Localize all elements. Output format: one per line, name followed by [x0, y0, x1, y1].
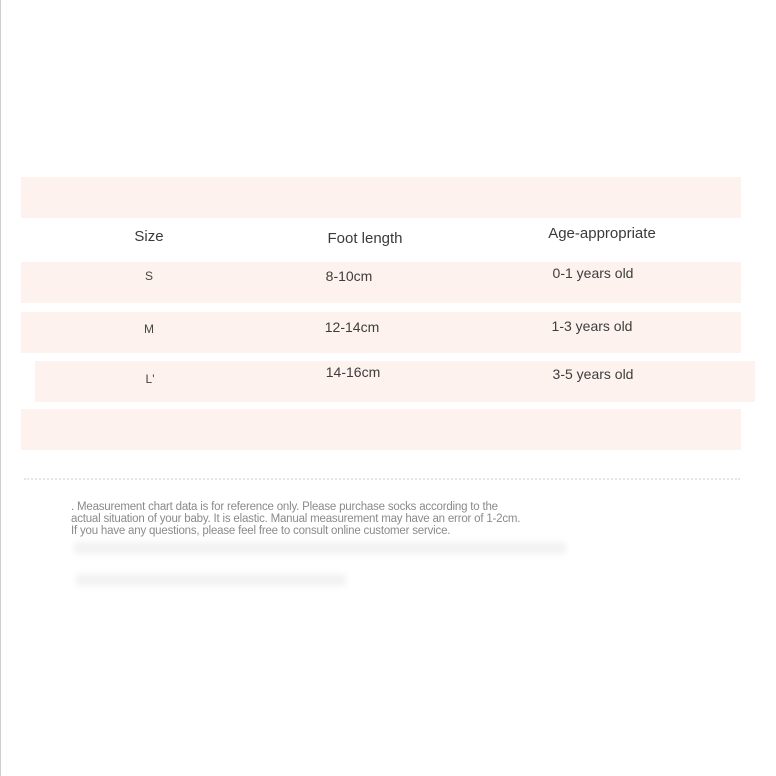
row-age: 0-1 years old — [552, 265, 634, 281]
header-foot-length: Foot length — [327, 230, 403, 247]
row-foot-length: 12-14cm — [324, 319, 380, 335]
faint-smudge — [76, 574, 346, 586]
row-age: 3-5 years old — [552, 366, 634, 382]
bottom-band — [21, 409, 741, 450]
note-line-1: . Measurement chart data is for reference only. Please purchase socks according to the — [71, 501, 498, 513]
row-size: M — [144, 322, 154, 336]
row-age: 1-3 years old — [551, 318, 633, 334]
row-size: L' — [145, 372, 155, 386]
row-size: S — [144, 269, 154, 283]
row-foot-length: 14-16cm — [325, 364, 381, 380]
top-band — [21, 177, 741, 218]
dotted-divider — [24, 478, 740, 480]
note-line-3: If you have any questions, please feel free to consult online customer service. — [71, 525, 451, 537]
left-border-line — [0, 0, 1, 776]
measurement-note — [71, 501, 591, 537]
faint-smudge — [74, 542, 566, 554]
row-band — [21, 312, 741, 353]
note-line-2: actual situation of your baby. It is elastic. Manual measurement may have an error of 1-2cm. — [71, 513, 521, 525]
header-age: Age-appropriate — [548, 225, 656, 242]
row-foot-length: 8-10cm — [325, 268, 373, 284]
row-band — [35, 361, 755, 402]
header-size: Size — [134, 228, 164, 245]
